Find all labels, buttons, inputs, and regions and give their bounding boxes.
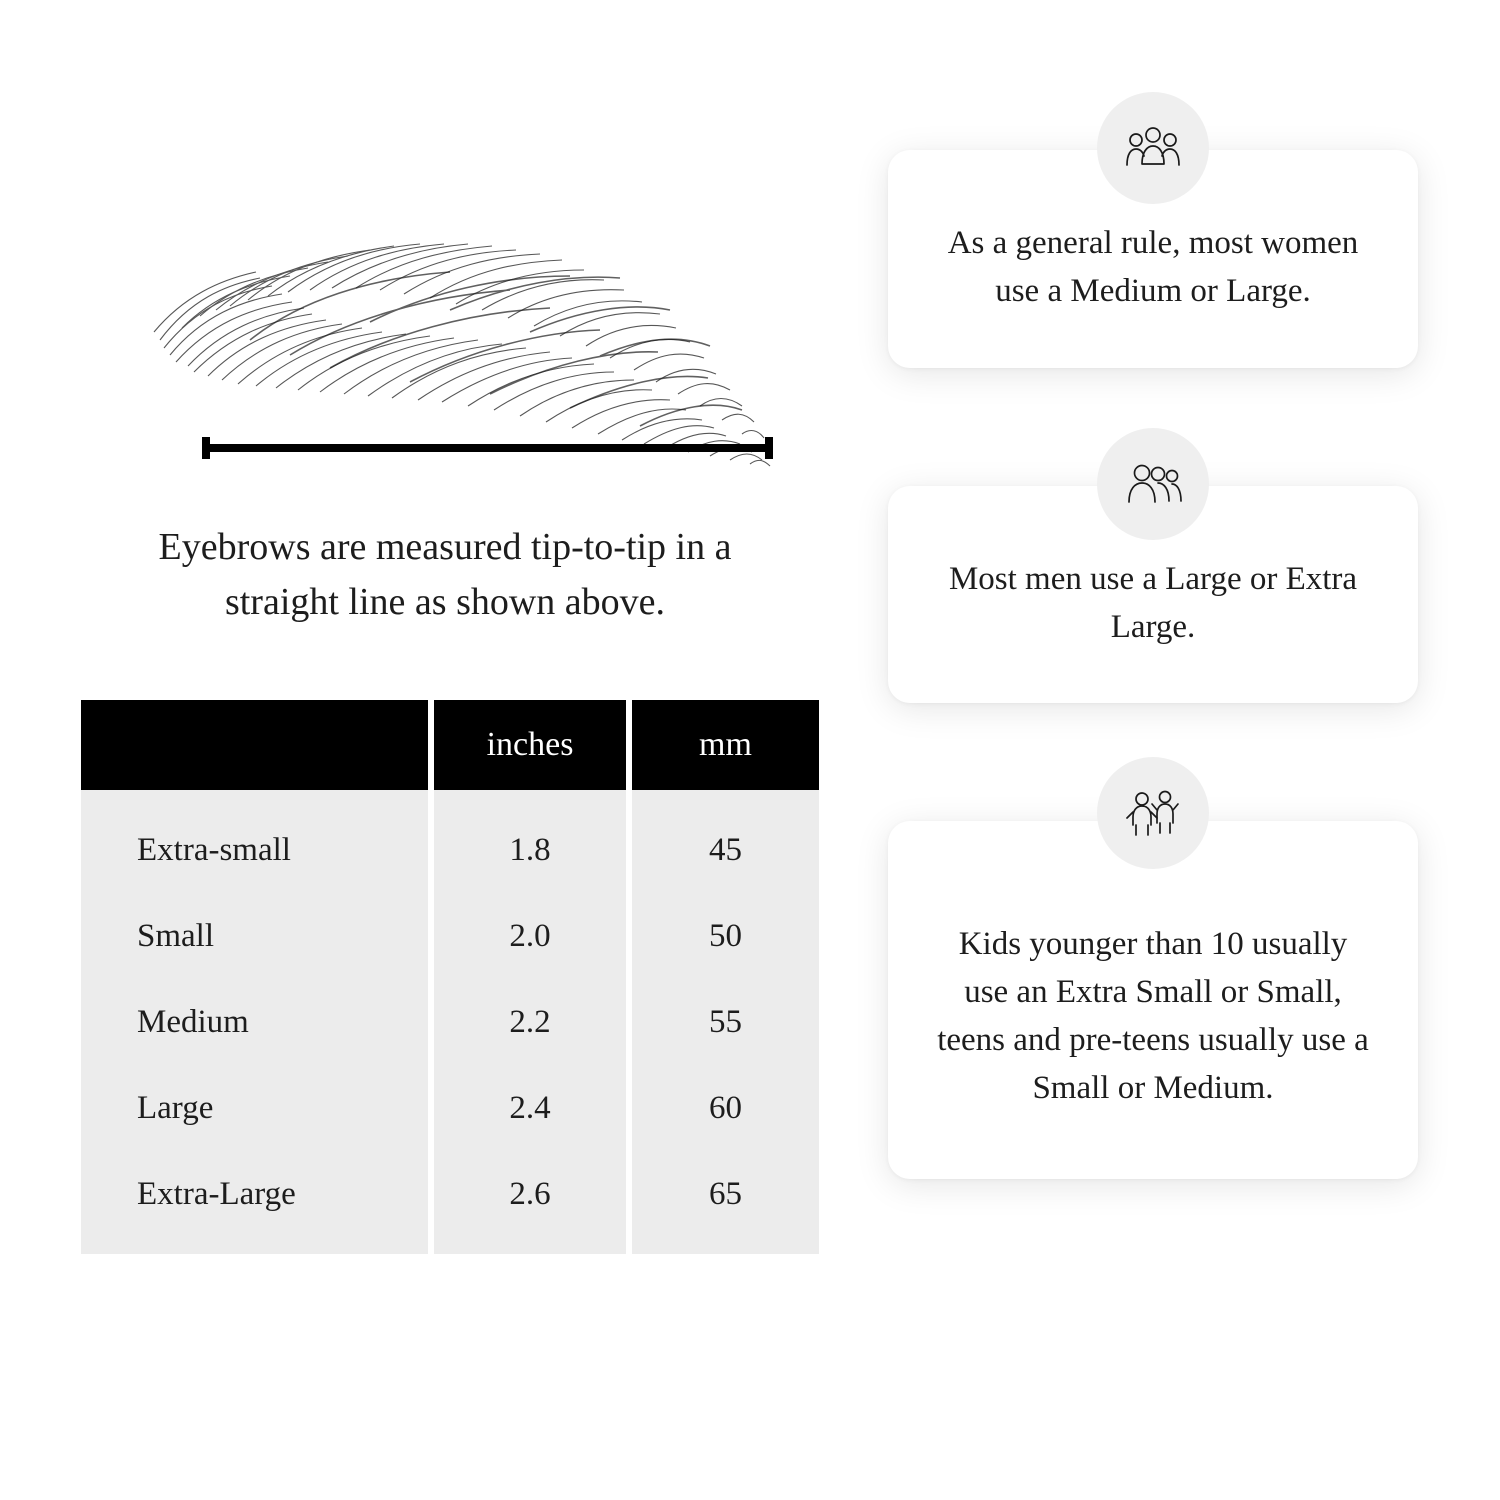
women-group-icon-glyph	[1122, 122, 1184, 174]
note-card-kids: Kids younger than 10 usually use an Extra Small or Small, teens and pre-teens usually use a Small or Medium.	[888, 821, 1418, 1178]
table-row	[81, 893, 819, 979]
cell-size: Large	[81, 1065, 428, 1151]
kids-icon-glyph	[1123, 785, 1183, 841]
table-row	[81, 790, 819, 893]
header-inches: inches	[434, 700, 626, 790]
measurement-section	[75, 150, 805, 1254]
cell-size: Medium	[81, 979, 428, 1065]
table-header-row	[81, 700, 819, 790]
cell-mm: 45	[632, 790, 819, 893]
table-row	[81, 1151, 819, 1254]
cell-inches: 2.0	[434, 893, 626, 979]
header-mm: mm	[632, 700, 819, 790]
cell-inches: 2.6	[434, 1151, 626, 1254]
note-card-women: As a general rule, most women use a Medium or Large.	[888, 150, 1418, 368]
size-table-body	[81, 790, 819, 1254]
kids-icon	[1097, 757, 1209, 869]
cell-inches: 1.8	[434, 790, 626, 893]
men-group-icon	[1097, 428, 1209, 540]
note-block-kids	[880, 821, 1425, 1178]
eyebrow-hairs-graphic	[130, 150, 790, 480]
cell-mm: 65	[632, 1151, 819, 1254]
measurement-caption: Eyebrows are measured tip-to-tip in a straight line as shown above.	[158, 526, 732, 624]
cell-size: Extra-Large	[81, 1151, 428, 1254]
note-card-men: Most men use a Large or Extra Large.	[888, 486, 1418, 704]
cell-size: Extra-small	[81, 790, 428, 893]
men-group-icon-glyph	[1122, 458, 1184, 510]
cell-mm: 55	[632, 979, 819, 1065]
size-table-head	[81, 700, 819, 790]
women-group-icon	[1097, 92, 1209, 204]
cell-inches: 2.2	[434, 979, 626, 1065]
table-row	[81, 1065, 819, 1151]
eyebrow-illustration	[130, 150, 790, 480]
table-row	[81, 979, 819, 1065]
cell-mm: 60	[632, 1065, 819, 1151]
notes-section	[880, 150, 1425, 1179]
tip-to-tip-measure-line	[200, 435, 775, 461]
cell-size: Small	[81, 893, 428, 979]
header-size	[81, 700, 428, 790]
size-table	[75, 700, 825, 1254]
cell-inches: 2.4	[434, 1065, 626, 1151]
note-block-men	[880, 486, 1425, 704]
cell-mm: 50	[632, 893, 819, 979]
note-block-women	[880, 150, 1425, 368]
